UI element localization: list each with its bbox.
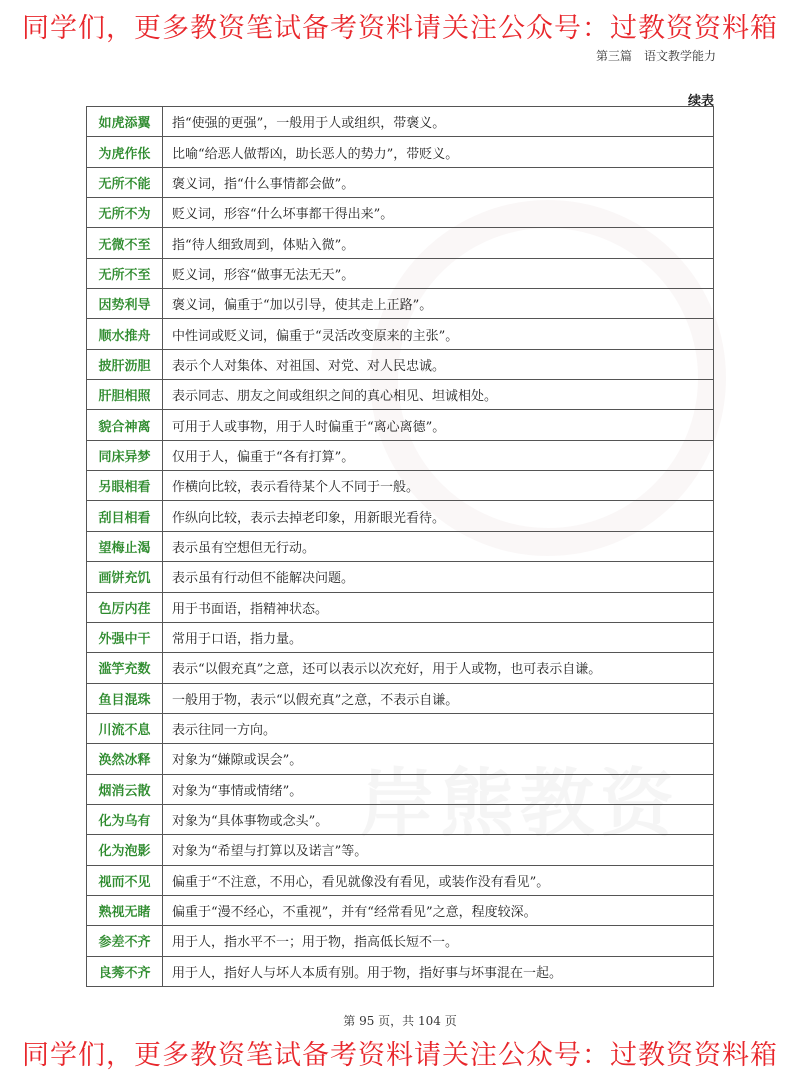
table-row: [87, 683, 714, 713]
idiom-description: 褒义词，偏重于“加以引导，使其走上正路”。: [163, 289, 714, 319]
idiom-description: 贬义词，形容“做事无法无天”。: [163, 258, 714, 288]
table-row: [87, 501, 714, 531]
table-row: [87, 592, 714, 622]
idiom-term: 画饼充饥: [87, 562, 163, 592]
idiom-term: 无所不至: [87, 258, 163, 288]
table-row: [87, 926, 714, 956]
idiom-description: 贬义词，形容“什么坏事都干得出来”。: [163, 198, 714, 228]
idiom-term: 披肝沥胆: [87, 349, 163, 379]
table-row: [87, 107, 714, 137]
idiom-description: 褒义词，指“什么事情都会做”。: [163, 167, 714, 197]
idiom-term: 另眼相看: [87, 471, 163, 501]
idiom-table-body: [87, 107, 714, 987]
idiom-description: 表示虽有行动但不能解决问题。: [163, 562, 714, 592]
table-row: [87, 835, 714, 865]
table-row: [87, 198, 714, 228]
idiom-term: 刮目相看: [87, 501, 163, 531]
table-row: [87, 774, 714, 804]
idiom-term: 貌合神离: [87, 410, 163, 440]
table-caption: 续表: [687, 94, 714, 109]
idiom-term: 如虎添翼: [87, 107, 163, 137]
idiom-description: 指“使强的更强”，一般用于人或组织，带褒义。: [163, 107, 714, 137]
idiom-table: [86, 106, 714, 987]
table-row: [87, 956, 714, 986]
idiom-term: 鱼目混珠: [87, 683, 163, 713]
table-row: [87, 562, 714, 592]
idiom-description: 中性词或贬义词，偏重于“灵活改变原来的主张”。: [163, 319, 714, 349]
idiom-term: 川流不息: [87, 713, 163, 743]
table-row: [87, 531, 714, 561]
table-row: [87, 895, 714, 925]
page-number: 第 95 页，共 104 页: [343, 1014, 457, 1028]
table-row: [87, 865, 714, 895]
idiom-description: 仅用于人，偏重于“各有打算”。: [163, 440, 714, 470]
idiom-term: 良莠不齐: [87, 956, 163, 986]
idiom-description: 用于书面语，指精神状态。: [163, 592, 714, 622]
idiom-term: 望梅止渴: [87, 531, 163, 561]
idiom-description: 对象为“具体事物或念头”。: [163, 804, 714, 834]
idiom-description: 表示同志、朋友之间或组织之间的真心相见、坦诚相处。: [163, 380, 714, 410]
idiom-description: 常用于口语，指力量。: [163, 622, 714, 652]
promo-banner-bottom: 同学们，更多教资笔试备考资料请关注公众号：过教资资料箱: [22, 1040, 778, 1071]
idiom-term: 因势利导: [87, 289, 163, 319]
idiom-description: 表示“以假充真”之意，还可以表示以次充好，用于人或物，也可表示自谦。: [163, 653, 714, 683]
section-header: 第三篇 语文教学能力: [595, 49, 716, 63]
idiom-description: 表示往同一方向。: [163, 713, 714, 743]
idiom-description: 对象为“事情或情绪”。: [163, 774, 714, 804]
table-row: [87, 713, 714, 743]
watermark-text: 岸熊教资: [360, 761, 680, 847]
idiom-term: 无微不至: [87, 228, 163, 258]
idiom-description: 表示个人对集体、对祖国、对党、对人民忠诚。: [163, 349, 714, 379]
idiom-term: 同床异梦: [87, 440, 163, 470]
table-row: [87, 258, 714, 288]
table-row: [87, 349, 714, 379]
table-row: [87, 744, 714, 774]
idiom-description: 指“待人细致周到，体贴入微”。: [163, 228, 714, 258]
idiom-term: 参差不齐: [87, 926, 163, 956]
idiom-description: 对象为“嫌隙或误会”。: [163, 744, 714, 774]
idiom-term: 色厉内荏: [87, 592, 163, 622]
idiom-description: 用于人，指好人与坏人本质有别。用于物，指好事与坏事混在一起。: [163, 956, 714, 986]
idiom-term: 化为乌有: [87, 804, 163, 834]
table-row: [87, 804, 714, 834]
idiom-term: 化为泡影: [87, 835, 163, 865]
idiom-term: 无所不能: [87, 167, 163, 197]
idiom-term: 肝胆相照: [87, 380, 163, 410]
table-row: [87, 440, 714, 470]
idiom-description: 偏重于“漫不经心，不重视”，并有“经常看见”之意，程度较深。: [163, 895, 714, 925]
idiom-term: 涣然冰释: [87, 744, 163, 774]
table-row: [87, 471, 714, 501]
promo-banner-top: 同学们，更多教资笔试备考资料请关注公众号：过教资资料箱: [22, 13, 778, 44]
idiom-term: 滥竽充数: [87, 653, 163, 683]
idiom-term: 顺水推舟: [87, 319, 163, 349]
idiom-term: 为虎作伥: [87, 137, 163, 167]
table-row: [87, 167, 714, 197]
idiom-description: 比喻“给恶人做帮凶，助长恶人的势力”，带贬义。: [163, 137, 714, 167]
idiom-term: 视而不见: [87, 865, 163, 895]
table-row: [87, 380, 714, 410]
idiom-description: 作横向比较，表示看待某个人不同于一般。: [163, 471, 714, 501]
idiom-description: 用于人，指水平不一；用于物，指高低长短不一。: [163, 926, 714, 956]
idiom-description: 偏重于“不注意，不用心，看见就像没有看见，或装作没有看见”。: [163, 865, 714, 895]
idiom-description: 一般用于物，表示“以假充真”之意，不表示自谦。: [163, 683, 714, 713]
idiom-term: 无所不为: [87, 198, 163, 228]
idiom-description: 对象为“希望与打算以及诺言”等。: [163, 835, 714, 865]
table-row: [87, 289, 714, 319]
idiom-term: 烟消云散: [87, 774, 163, 804]
table-row: [87, 137, 714, 167]
idiom-term: 外强中干: [87, 622, 163, 652]
table-row: [87, 319, 714, 349]
idiom-term: 熟视无睹: [87, 895, 163, 925]
table-row: [87, 410, 714, 440]
idiom-description: 作纵向比较，表示去掉老印象，用新眼光看待。: [163, 501, 714, 531]
table-row: [87, 622, 714, 652]
idiom-description: 可用于人或事物，用于人时偏重于“离心离德”。: [163, 410, 714, 440]
table-row: [87, 653, 714, 683]
table-row: [87, 228, 714, 258]
idiom-description: 表示虽有空想但无行动。: [163, 531, 714, 561]
